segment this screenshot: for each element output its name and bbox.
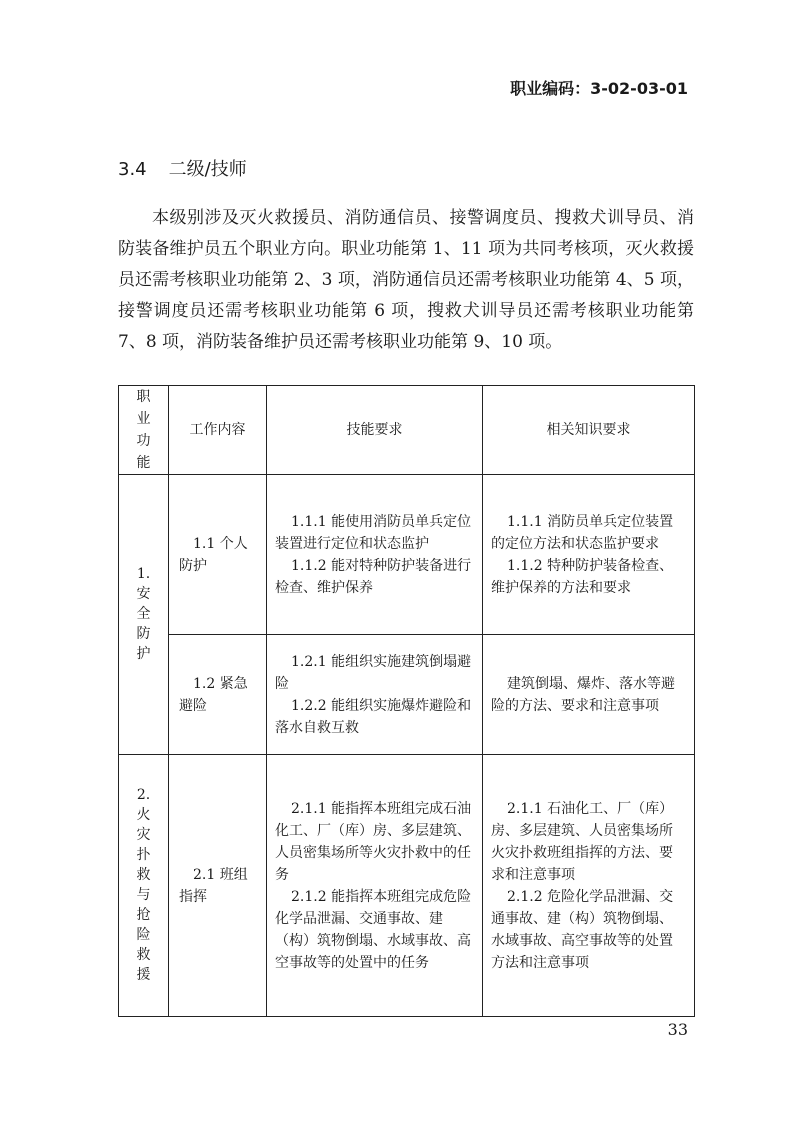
skill-item: 1.2.2 能组织实施爆炸避险和落水自救互救 bbox=[275, 697, 472, 736]
knowledge-item: 2.1.1 石油化工、厂（库）房、多层建筑、人员密集场所火灾扑救班组指挥的方法、要求和注意事项 bbox=[491, 800, 674, 883]
work-content: 1.2 紧急避险 bbox=[179, 675, 248, 714]
work-content: 1.1 个人防护 bbox=[179, 535, 248, 574]
header-skill: 技能要求 bbox=[267, 386, 483, 475]
skill-cell bbox=[267, 475, 483, 635]
skill-item: 1.1.1 能使用消防员单兵定位装置进行定位和状态监护 bbox=[275, 513, 472, 552]
skill-cell bbox=[267, 635, 483, 755]
work-cell bbox=[169, 755, 267, 1017]
knowledge-item: 2.1.2 危险化学品泄漏、交通事故、建（构）筑物倒塌、水域事故、高空事故等的处置方法和注意事项 bbox=[491, 888, 674, 971]
header-function: 职业功能 bbox=[119, 386, 169, 475]
skill-item: 1.1.2 能对特种防护装备进行检查、维护保养 bbox=[275, 557, 472, 596]
section-heading bbox=[118, 155, 247, 181]
table-row bbox=[119, 755, 695, 1017]
knowledge-cell bbox=[483, 475, 695, 635]
occupation-code: 职业编码：3-02-03-01 bbox=[510, 79, 688, 98]
function-number: 2. bbox=[136, 786, 151, 803]
header-work: 工作内容 bbox=[169, 386, 267, 475]
table-header-row bbox=[119, 386, 695, 475]
function-name: 火灾扑救与抢险救援 bbox=[136, 806, 151, 983]
skill-item: 1.2.1 能组织实施建筑倒塌避险 bbox=[275, 653, 472, 692]
skills-table bbox=[118, 385, 695, 1017]
intro-paragraph: 本级别涉及灭火救援员、消防通信员、接警调度员、搜救犬训导员、消防装备维护员五个职业方向。职业功能第 1、11 项为共同考核项，灭火救援员还需考核职业功能第 2、3 项，消防通信员还需考核职业功能第 4、5 项，接警调度员还需考核职业功能第 6 项，搜救犬训导员还需考核职业功能第 7、8 项，消防装备维护员还需考核职业功能第 9、10 项。 bbox=[118, 208, 694, 352]
knowledge-cell bbox=[483, 755, 695, 1017]
function-name: 安全防护 bbox=[136, 585, 151, 662]
work-content: 2.1 班组指挥 bbox=[179, 866, 248, 905]
section-title: 二级/技师 bbox=[168, 159, 247, 180]
skill-cell bbox=[267, 755, 483, 1017]
function-cell bbox=[119, 755, 169, 1017]
function-number: 1. bbox=[136, 565, 151, 582]
knowledge-item: 1.1.1 消防员单兵定位装置的定位方法和状态监护要求 bbox=[491, 513, 674, 552]
knowledge-item: 建筑倒塌、爆炸、落水等避险的方法、要求和注意事项 bbox=[491, 675, 675, 714]
table-row bbox=[119, 475, 695, 635]
work-cell bbox=[169, 635, 267, 755]
table-row bbox=[119, 635, 695, 755]
knowledge-item: 1.1.2 特种防护装备检查、维护保养的方法和要求 bbox=[491, 557, 674, 596]
page-number: 33 bbox=[667, 1020, 688, 1039]
knowledge-cell bbox=[483, 635, 695, 755]
header-knowledge: 相关知识要求 bbox=[483, 386, 695, 475]
work-cell bbox=[169, 475, 267, 635]
skill-item: 2.1.2 能指挥本班组完成危险化学品泄漏、交通事故、建（构）筑物倒塌、水域事故、高空事故等的处置中的任务 bbox=[275, 888, 472, 971]
skill-item: 2.1.1 能指挥本班组完成石油化工、厂（库）房、多层建筑、人员密集场所等火灾扑救中的任务 bbox=[275, 800, 472, 883]
section-number: 3.4 bbox=[118, 159, 147, 180]
function-cell bbox=[119, 475, 169, 755]
